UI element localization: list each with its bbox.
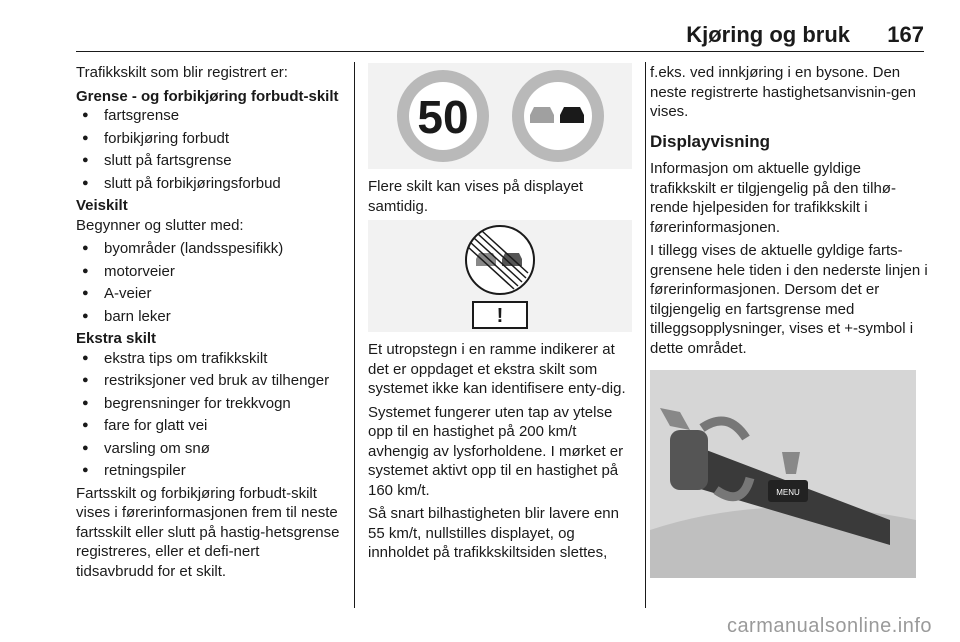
list-item: ● A-veier <box>76 284 340 304</box>
paragraph: Informasjon om aktuelle gyldige trafikkskilt er tilgjengelig på den tilhø-rende hjelpesiden for trafikkskilt i førerinformasjonen. <box>650 160 896 236</box>
section-heading: Displayvisning <box>650 131 770 151</box>
list-item: ● ekstra tips om trafikkskilt <box>76 349 340 369</box>
paragraph: Flere skilt kan vises på displayet samtidig. <box>368 178 584 215</box>
header-rule <box>76 51 924 52</box>
list-item: ● byområder (landsspesifikk) <box>76 239 340 259</box>
column-divider-2 <box>645 62 646 608</box>
group1-title: Grense - og forbikjøring forbudt-skilt <box>76 87 339 105</box>
section-title: Kjøring og bruk <box>686 22 850 47</box>
speed-limit-sign-icon <box>397 70 489 162</box>
list-item: ● slutt på fartsgrense <box>76 151 340 171</box>
group3-title: Ekstra skilt <box>76 330 157 347</box>
page-number: 167 <box>887 22 924 47</box>
no-overtaking-sign-icon <box>512 70 604 162</box>
group2-list <box>76 239 340 326</box>
paragraph: f.eks. ved innkjøring i en bysone. Den neste registrerte hastighetsanvisnin-gen vises. <box>650 64 916 120</box>
column-divider-1 <box>354 62 355 608</box>
list-item: ● retningspiler <box>76 461 340 481</box>
group1-list <box>76 106 340 193</box>
watermark: carmanualsonline.info <box>726 615 932 637</box>
list-item: ● begrensninger for trekkvogn <box>76 394 340 414</box>
list-item: ● forbikjøring forbudt <box>76 129 340 149</box>
svg-text:MENU: MENU <box>776 488 800 497</box>
paragraph: I tillegg vises de aktuelle gyldige farts-grensene hele tiden i den nederste linjen i førerinformasjonen. Dersom det er tilgjengelig en fartsgrense med tilleggsopplysninger, vises et +-symbol i dette området. <box>650 242 928 357</box>
group2-title: Veiskilt <box>76 197 128 214</box>
paragraph: Systemet fungerer uten tap av ytelse opp til en hastighet på 200 km/t avhengig av lysforholdene. I mørket er systemet aktivt opp til en hastighet på 160 km/t. <box>368 403 624 499</box>
page-header <box>0 0 960 52</box>
paragraph: Så snart bilhastigheten blir lavere enn 55 km/t, nullstilles displayet, og innholdet på trafikkskiltsiden slettes, <box>368 505 619 561</box>
list-item: ● slutt på forbikjøringsforbud <box>76 174 340 194</box>
column-2 <box>368 63 634 567</box>
end-of-no-overtaking-sign-icon <box>466 226 534 294</box>
column-3 <box>650 63 930 586</box>
exclamation-box-icon <box>473 302 527 328</box>
figure-end-no-overtaking-sign <box>368 220 632 332</box>
list-item: ● barn leker <box>76 307 340 327</box>
column-1 <box>76 63 340 585</box>
speed-limit-value: 50 <box>417 91 469 143</box>
paragraph: Et utropstegn i en ramme indikerer at det er oppdaget et ekstra skilt som systemet ikke kan identifisere enty-dig. <box>368 341 626 397</box>
list-item: ● fartsgrense <box>76 106 340 126</box>
list-item: ● motorveier <box>76 262 340 282</box>
intro-text: Trafikkskilt som blir registrert er: <box>76 64 288 81</box>
list-item: ● fare for glatt vei <box>76 416 340 436</box>
list-item: ● varsling om snø <box>76 439 340 459</box>
figure-speed-and-overtaking-signs <box>368 63 632 169</box>
group2-intro: Begynner og slutter med: <box>76 216 244 234</box>
figure-steering-column-stalk <box>650 370 916 578</box>
list-item: ● restriksjoner ved bruk av tilhenger <box>76 371 340 391</box>
closing-text: Fartsskilt og forbikjøring forbudt-skilt vises i førerinformasjonen frem til neste fartsskilt eller slutt på hastig-hetsgrense registreres, eller et defi-nert tidsavbrudd for et skilt. <box>76 484 340 580</box>
group3-list <box>76 349 340 481</box>
svg-text:!: ! <box>496 305 504 327</box>
